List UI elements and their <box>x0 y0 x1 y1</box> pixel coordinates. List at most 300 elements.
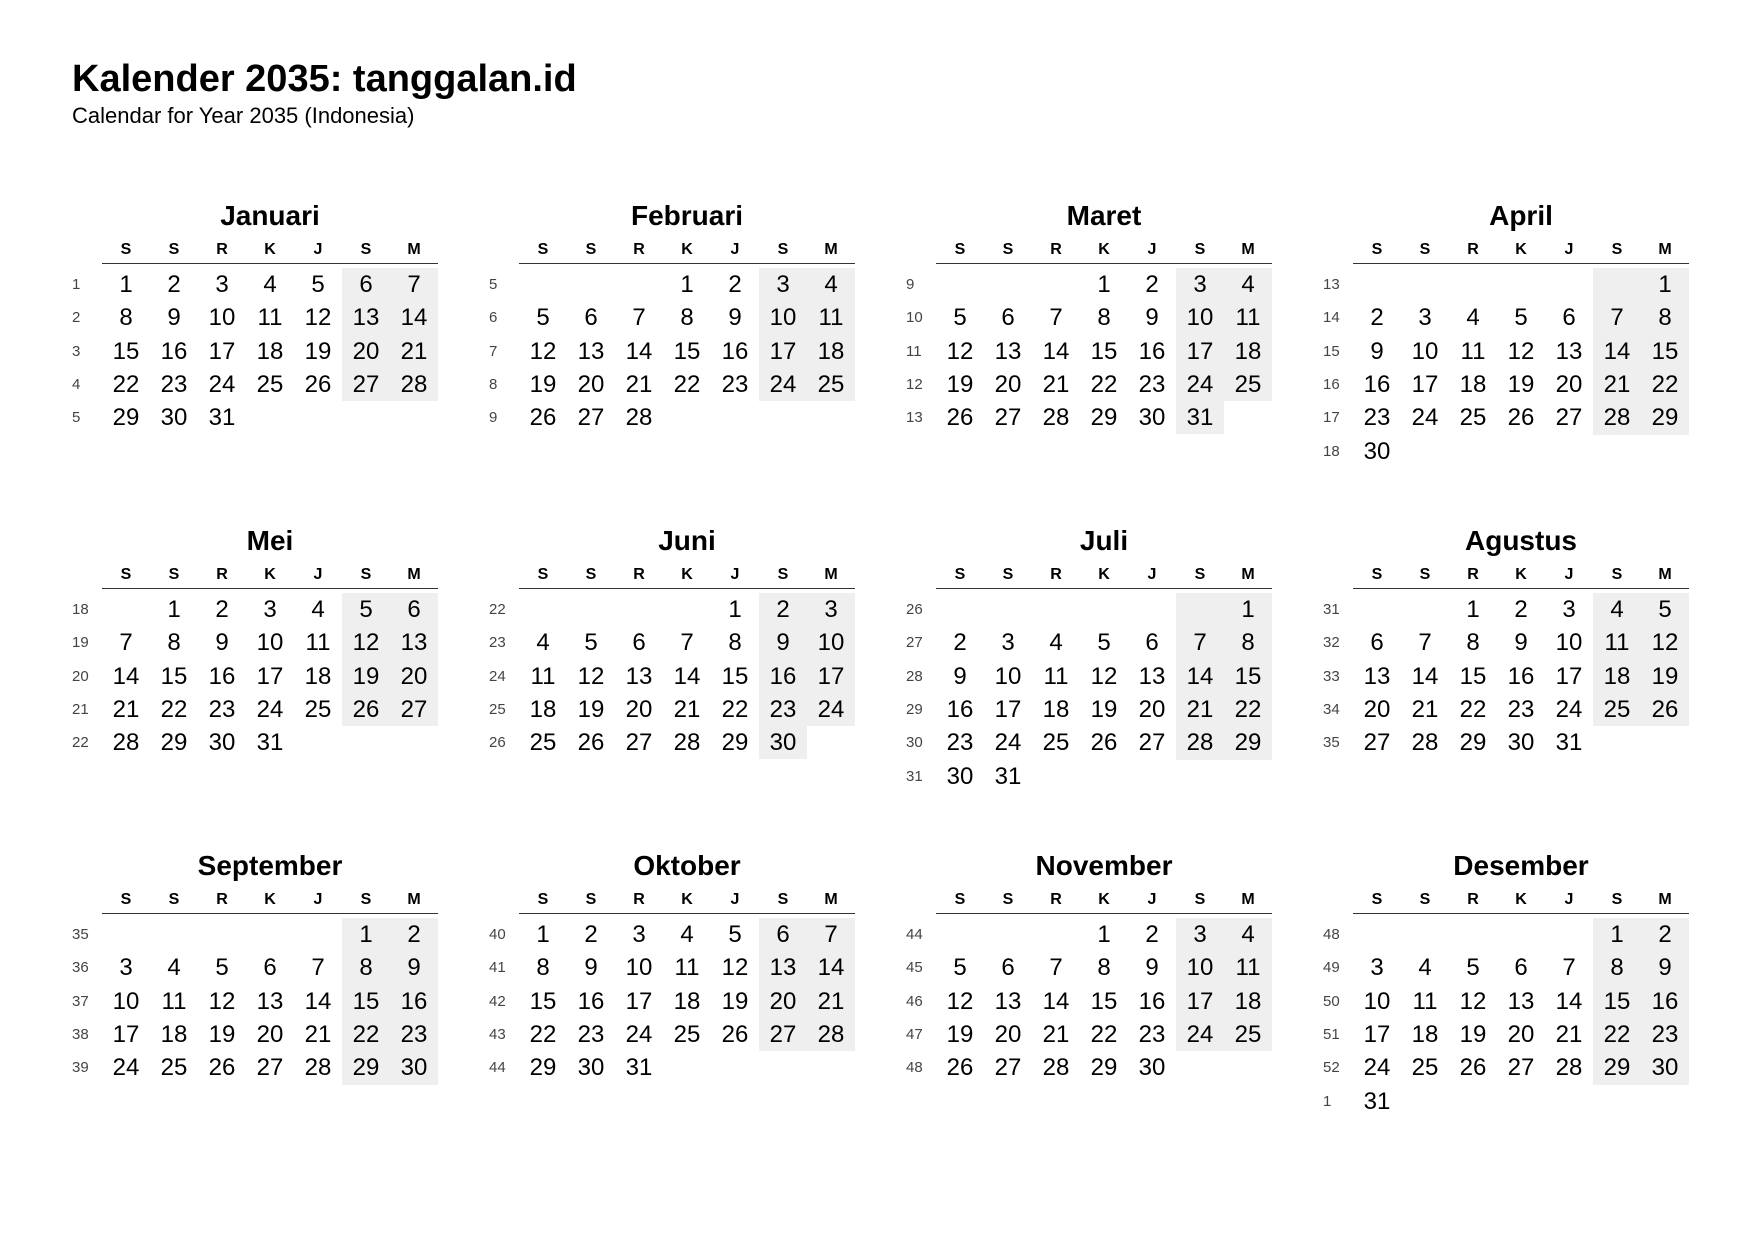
day-cell: 2 <box>728 271 742 298</box>
day-cell: 22 <box>673 370 701 398</box>
day-cell: 17 <box>625 987 653 1015</box>
day-cell: 20 <box>1507 1020 1535 1048</box>
day-cell: 14 <box>1186 662 1214 690</box>
weekday-label: R <box>633 891 645 908</box>
weekday-label: S <box>537 566 549 583</box>
day-cell: 2 <box>1145 271 1159 298</box>
week-number: 51 <box>1323 1025 1340 1043</box>
day-cell: 9 <box>953 662 967 690</box>
month-block <box>417 198 845 498</box>
day-cell: 16 <box>400 987 428 1015</box>
week-number: 19 <box>72 634 89 652</box>
day-cell: 20 <box>994 1020 1022 1048</box>
day-cell: 6 <box>584 304 598 332</box>
day-cell: 15 <box>721 662 749 690</box>
day-cell: 6 <box>263 954 277 982</box>
month-name: Oktober <box>633 850 741 881</box>
weekday-header <box>1353 563 1689 589</box>
day-cell: 9 <box>1145 304 1159 332</box>
week-number: 36 <box>72 959 89 977</box>
day-cell: 6 <box>1001 304 1015 332</box>
month-block <box>834 198 1262 498</box>
weekday-header <box>1353 888 1689 914</box>
month-name: Februari <box>630 200 744 231</box>
day-cell: 12 <box>577 662 605 690</box>
weekday-label: S <box>168 241 180 258</box>
day-cell: 29 <box>1459 729 1487 757</box>
day-cell: 23 <box>160 370 188 398</box>
week-number: 41 <box>489 959 506 977</box>
day-cell: 10 <box>1186 954 1214 982</box>
day-cell: 24 <box>256 695 284 723</box>
day-cell: 4 <box>680 921 694 948</box>
weekday-header <box>519 238 855 264</box>
day-cell: 3 <box>263 596 277 623</box>
weekday-label: J <box>1564 241 1574 258</box>
day-cell: 27 <box>577 404 605 432</box>
day-cell: 20 <box>994 370 1022 398</box>
weekday-label: S <box>1419 241 1431 258</box>
day-cell: 26 <box>1507 404 1535 432</box>
day-cell: 16 <box>160 337 188 365</box>
day-cell: 27 <box>1138 729 1166 757</box>
weekday-label: S <box>777 566 789 583</box>
day-cell: 17 <box>1186 987 1214 1015</box>
weekday-label: S <box>1002 566 1014 583</box>
day-cell: 12 <box>208 987 236 1015</box>
week-number: 2 <box>72 309 81 327</box>
weekday-label: J <box>313 566 323 583</box>
day-cell: 12 <box>529 337 557 365</box>
weekday-header <box>1353 238 1689 264</box>
weekday-label: K <box>1515 891 1527 908</box>
day-cell: 8 <box>167 629 181 657</box>
weekday-label: K <box>681 891 693 908</box>
day-cell: 12 <box>946 987 974 1015</box>
day-cell: 18 <box>256 337 284 365</box>
day-cell: 8 <box>680 304 694 332</box>
day-cell: 27 <box>400 695 428 723</box>
week-number: 50 <box>1323 992 1340 1010</box>
day-cell: 5 <box>1514 304 1528 332</box>
day-cell: 13 <box>577 337 605 365</box>
day-cell: 24 <box>208 370 236 398</box>
day-cell: 10 <box>1186 304 1214 332</box>
day-cell: 15 <box>1090 337 1118 365</box>
week-number: 52 <box>1323 1059 1340 1077</box>
day-cell: 7 <box>1049 954 1063 982</box>
weekday-label: J <box>313 241 323 258</box>
weekday-label: M <box>824 241 838 258</box>
day-cell: 10 <box>208 304 236 332</box>
day-cell: 19 <box>352 662 380 690</box>
weekday-label: J <box>1564 891 1574 908</box>
day-cell: 27 <box>994 1054 1022 1082</box>
day-cell: 8 <box>1658 304 1672 332</box>
day-cell: 27 <box>256 1054 284 1082</box>
day-cell: 29 <box>1603 1054 1631 1082</box>
day-cell: 31 <box>1555 729 1583 757</box>
day-cell: 14 <box>1042 987 1070 1015</box>
day-cell: 6 <box>776 921 790 948</box>
weekday-label: M <box>1658 566 1672 583</box>
week-number: 1 <box>72 276 81 293</box>
month-name: November <box>1035 850 1173 881</box>
day-cell: 6 <box>632 629 646 657</box>
day-cell: 26 <box>208 1054 236 1082</box>
weekday-label: S <box>1611 891 1623 908</box>
day-cell: 5 <box>1658 596 1672 623</box>
weekday-label: K <box>681 241 693 258</box>
day-cell: 11 <box>1235 954 1261 982</box>
weekday-label: S <box>1419 891 1431 908</box>
day-cell: 13 <box>352 304 380 332</box>
week-number: 33 <box>1323 667 1340 685</box>
month-name: Desember <box>1453 850 1589 881</box>
day-cell: 25 <box>1411 1054 1439 1082</box>
day-cell: 5 <box>215 954 229 982</box>
day-cell: 6 <box>1001 954 1015 982</box>
month-block <box>0 198 428 498</box>
day-cell: 9 <box>776 629 790 657</box>
day-cell: 17 <box>1555 662 1583 690</box>
day-cell: 23 <box>721 370 749 398</box>
day-cell: 12 <box>721 954 749 982</box>
weekday-label: R <box>216 566 228 583</box>
day-cell: 14 <box>1042 337 1070 365</box>
week-number: 12 <box>906 375 923 393</box>
day-cell: 9 <box>1658 954 1672 982</box>
week-number: 48 <box>906 1059 923 1077</box>
day-cell: 4 <box>824 271 838 298</box>
day-cell: 6 <box>1562 304 1576 332</box>
day-cell: 28 <box>817 1020 845 1048</box>
day-cell: 4 <box>311 596 325 623</box>
weekday-label: M <box>1658 241 1672 258</box>
day-cell: 6 <box>359 271 373 298</box>
day-cell: 13 <box>1555 337 1583 365</box>
day-cell: 1 <box>728 596 742 623</box>
day-cell: 1 <box>359 921 373 948</box>
week-number: 43 <box>489 1025 506 1043</box>
weekday-label: R <box>1050 241 1062 258</box>
day-cell: 26 <box>304 370 332 398</box>
week-number: 23 <box>489 634 506 652</box>
day-cell: 19 <box>1090 695 1118 723</box>
day-cell: 15 <box>112 337 140 365</box>
day-cell: 16 <box>577 987 605 1015</box>
day-cell: 18 <box>1411 1020 1439 1048</box>
day-cell: 15 <box>1603 987 1631 1015</box>
week-number: 1 <box>1323 1092 1332 1110</box>
week-number: 46 <box>906 992 923 1010</box>
weekday-label: S <box>168 566 180 583</box>
weekday-label: J <box>730 891 740 908</box>
day-cell: 21 <box>112 695 140 723</box>
week-number: 35 <box>72 926 89 943</box>
day-cell: 29 <box>112 404 140 432</box>
day-cell: 17 <box>817 662 845 690</box>
month-name: Januari <box>220 200 320 231</box>
day-cell: 14 <box>1603 337 1631 365</box>
day-cell: 9 <box>167 304 181 332</box>
weekday-label: S <box>360 241 372 258</box>
day-cell: 19 <box>721 987 749 1015</box>
day-cell: 26 <box>946 404 974 432</box>
week-number: 48 <box>1323 926 1340 943</box>
day-cell: 12 <box>1651 629 1679 657</box>
week-number: 34 <box>1323 700 1340 718</box>
weekday-label: R <box>633 241 645 258</box>
day-cell: 27 <box>769 1020 797 1048</box>
day-cell: 30 <box>577 1054 605 1082</box>
week-number: 44 <box>489 1059 506 1077</box>
weekday-label: S <box>1371 241 1383 258</box>
day-cell: 18 <box>673 987 701 1015</box>
day-cell: 13 <box>1138 662 1166 690</box>
day-cell: 21 <box>1555 1020 1583 1048</box>
day-cell: 5 <box>536 304 550 332</box>
weekday-label: K <box>264 891 276 908</box>
day-cell: 13 <box>994 987 1022 1015</box>
week-number: 5 <box>72 409 81 427</box>
weekday-label: S <box>120 566 132 583</box>
day-cell: 2 <box>215 596 229 623</box>
weekday-label: R <box>633 566 645 583</box>
day-cell: 11 <box>1043 662 1069 690</box>
day-cell: 11 <box>674 954 700 982</box>
week-number: 3 <box>72 342 81 360</box>
day-cell: 10 <box>625 954 653 982</box>
day-cell: 21 <box>1042 1020 1070 1048</box>
day-cell: 9 <box>215 629 229 657</box>
day-cell: 11 <box>1604 629 1630 657</box>
day-cell: 24 <box>1186 1020 1214 1048</box>
day-cell: 10 <box>817 629 845 657</box>
week-number: 18 <box>72 601 89 618</box>
day-cell: 1 <box>1097 921 1111 948</box>
week-number: 7 <box>489 342 498 360</box>
week-number: 9 <box>489 409 498 427</box>
day-cell: 30 <box>1138 1054 1166 1082</box>
month-block <box>1251 523 1679 823</box>
day-cell: 26 <box>1651 695 1679 723</box>
weekday-label: R <box>216 241 228 258</box>
day-cell: 30 <box>1651 1054 1679 1082</box>
day-cell: 3 <box>119 954 133 982</box>
day-cell: 10 <box>769 304 797 332</box>
week-number: 37 <box>72 992 89 1010</box>
day-cell: 19 <box>304 337 332 365</box>
day-cell: 26 <box>1090 729 1118 757</box>
day-cell: 1 <box>1658 271 1672 298</box>
week-number: 25 <box>489 700 506 718</box>
day-cell: 18 <box>1459 370 1487 398</box>
day-cell: 17 <box>112 1020 140 1048</box>
day-cell: 25 <box>1234 370 1262 398</box>
month-name: Agustus <box>1465 525 1577 556</box>
day-cell: 4 <box>536 629 550 657</box>
day-cell: 27 <box>994 404 1022 432</box>
day-cell: 8 <box>1466 629 1480 657</box>
weekday-label: S <box>1611 241 1623 258</box>
month-block <box>0 848 428 1148</box>
day-cell: 19 <box>1459 1020 1487 1048</box>
day-cell: 20 <box>769 987 797 1015</box>
day-cell: 13 <box>256 987 284 1015</box>
week-number: 6 <box>489 309 498 327</box>
week-number: 26 <box>906 601 923 618</box>
day-cell: 19 <box>529 370 557 398</box>
weekday-label: J <box>313 891 323 908</box>
month-block <box>0 523 428 823</box>
month-block <box>1251 848 1679 1148</box>
day-cell: 14 <box>1555 987 1583 1015</box>
day-cell: 27 <box>625 729 653 757</box>
day-cell: 30 <box>1363 437 1391 465</box>
week-number: 22 <box>489 601 506 618</box>
day-cell: 18 <box>1234 337 1262 365</box>
day-cell: 12 <box>304 304 332 332</box>
day-cell: 20 <box>1555 370 1583 398</box>
day-cell: 3 <box>1370 954 1384 982</box>
day-cell: 18 <box>1042 695 1070 723</box>
month-block <box>834 848 1262 1148</box>
week-number: 13 <box>906 409 923 427</box>
day-cell: 20 <box>577 370 605 398</box>
day-cell: 20 <box>1138 695 1166 723</box>
weekday-label: M <box>1241 241 1255 258</box>
day-cell: 16 <box>1138 337 1166 365</box>
day-cell: 21 <box>1411 695 1439 723</box>
week-number: 13 <box>1323 276 1340 293</box>
day-cell: 17 <box>769 337 797 365</box>
day-cell: 1 <box>680 271 694 298</box>
weekday-label: S <box>1371 566 1383 583</box>
day-cell: 30 <box>946 762 974 790</box>
day-cell: 23 <box>946 729 974 757</box>
day-cell: 5 <box>311 271 325 298</box>
week-number: 47 <box>906 1025 923 1043</box>
day-cell: 19 <box>208 1020 236 1048</box>
day-cell: 29 <box>352 1054 380 1082</box>
day-cell: 16 <box>1363 370 1391 398</box>
day-cell: 26 <box>1459 1054 1487 1082</box>
day-cell: 1 <box>119 271 133 298</box>
weekday-label: R <box>1050 891 1062 908</box>
day-cell: 28 <box>1411 729 1439 757</box>
day-cell: 3 <box>1193 921 1207 948</box>
day-cell: 2 <box>1370 304 1384 332</box>
weekday-label: S <box>1002 241 1014 258</box>
day-cell: 13 <box>625 662 653 690</box>
week-number: 32 <box>1323 634 1340 652</box>
day-cell: 12 <box>352 629 380 657</box>
day-cell: 9 <box>584 954 598 982</box>
day-cell: 16 <box>946 695 974 723</box>
day-cell: 25 <box>1042 729 1070 757</box>
day-cell: 15 <box>1090 987 1118 1015</box>
weekday-label: S <box>954 891 966 908</box>
day-cell: 5 <box>1097 629 1111 657</box>
month-name: September <box>197 850 343 881</box>
day-cell: 27 <box>1363 729 1391 757</box>
week-number: 5 <box>489 276 498 293</box>
month-name: Juli <box>1079 525 1129 556</box>
week-number: 15 <box>1323 342 1340 360</box>
day-cell: 16 <box>769 662 797 690</box>
weekday-label: M <box>824 891 838 908</box>
day-cell: 18 <box>817 337 845 365</box>
day-cell: 11 <box>1412 987 1438 1015</box>
weekday-label: S <box>585 241 597 258</box>
weekday-label: K <box>681 566 693 583</box>
day-cell: 12 <box>946 337 974 365</box>
day-cell: 5 <box>728 921 742 948</box>
day-cell: 22 <box>529 1020 557 1048</box>
day-cell: 25 <box>256 370 284 398</box>
day-cell: 4 <box>1049 629 1063 657</box>
day-cell: 20 <box>256 1020 284 1048</box>
day-cell: 22 <box>160 695 188 723</box>
day-cell: 28 <box>304 1054 332 1082</box>
day-cell: 2 <box>953 629 967 657</box>
weekday-label: K <box>1098 241 1110 258</box>
week-number: 16 <box>1323 375 1340 393</box>
day-cell: 27 <box>1507 1054 1535 1082</box>
day-cell: 24 <box>1411 404 1439 432</box>
day-cell: 15 <box>1459 662 1487 690</box>
day-cell: 21 <box>400 337 428 365</box>
day-cell: 5 <box>1466 954 1480 982</box>
weekday-label: S <box>1419 566 1431 583</box>
day-cell: 22 <box>1090 1020 1118 1048</box>
day-cell: 17 <box>256 662 284 690</box>
day-cell: 10 <box>256 629 284 657</box>
day-cell: 21 <box>1603 370 1631 398</box>
day-cell: 8 <box>728 629 742 657</box>
day-cell: 31 <box>1186 404 1214 432</box>
week-number: 21 <box>72 700 89 718</box>
day-cell: 11 <box>161 987 187 1015</box>
week-number: 39 <box>72 1059 89 1077</box>
day-cell: 10 <box>994 662 1022 690</box>
day-cell: 1 <box>1466 596 1480 623</box>
day-cell: 8 <box>1097 954 1111 982</box>
page-subtitle: Calendar for Year 2035 (Indonesia) <box>72 103 415 128</box>
day-cell: 11 <box>305 629 331 657</box>
weekday-label: S <box>1611 566 1623 583</box>
day-cell: 7 <box>680 629 694 657</box>
day-cell: 3 <box>1418 304 1432 332</box>
day-cell: 23 <box>1138 370 1166 398</box>
day-cell: 26 <box>529 404 557 432</box>
day-cell: 24 <box>994 729 1022 757</box>
weekday-label: M <box>1241 566 1255 583</box>
day-cell: 17 <box>1411 370 1439 398</box>
day-cell: 15 <box>673 337 701 365</box>
weekday-label: K <box>264 566 276 583</box>
day-cell: 14 <box>112 662 140 690</box>
weekday-header <box>519 888 855 914</box>
day-cell: 2 <box>407 921 421 948</box>
day-cell: 9 <box>1145 954 1159 982</box>
weekday-label: K <box>264 241 276 258</box>
weekday-label: S <box>120 891 132 908</box>
day-cell: 25 <box>1234 1020 1262 1048</box>
weekday-header <box>102 238 438 264</box>
weekday-label: K <box>1515 241 1527 258</box>
